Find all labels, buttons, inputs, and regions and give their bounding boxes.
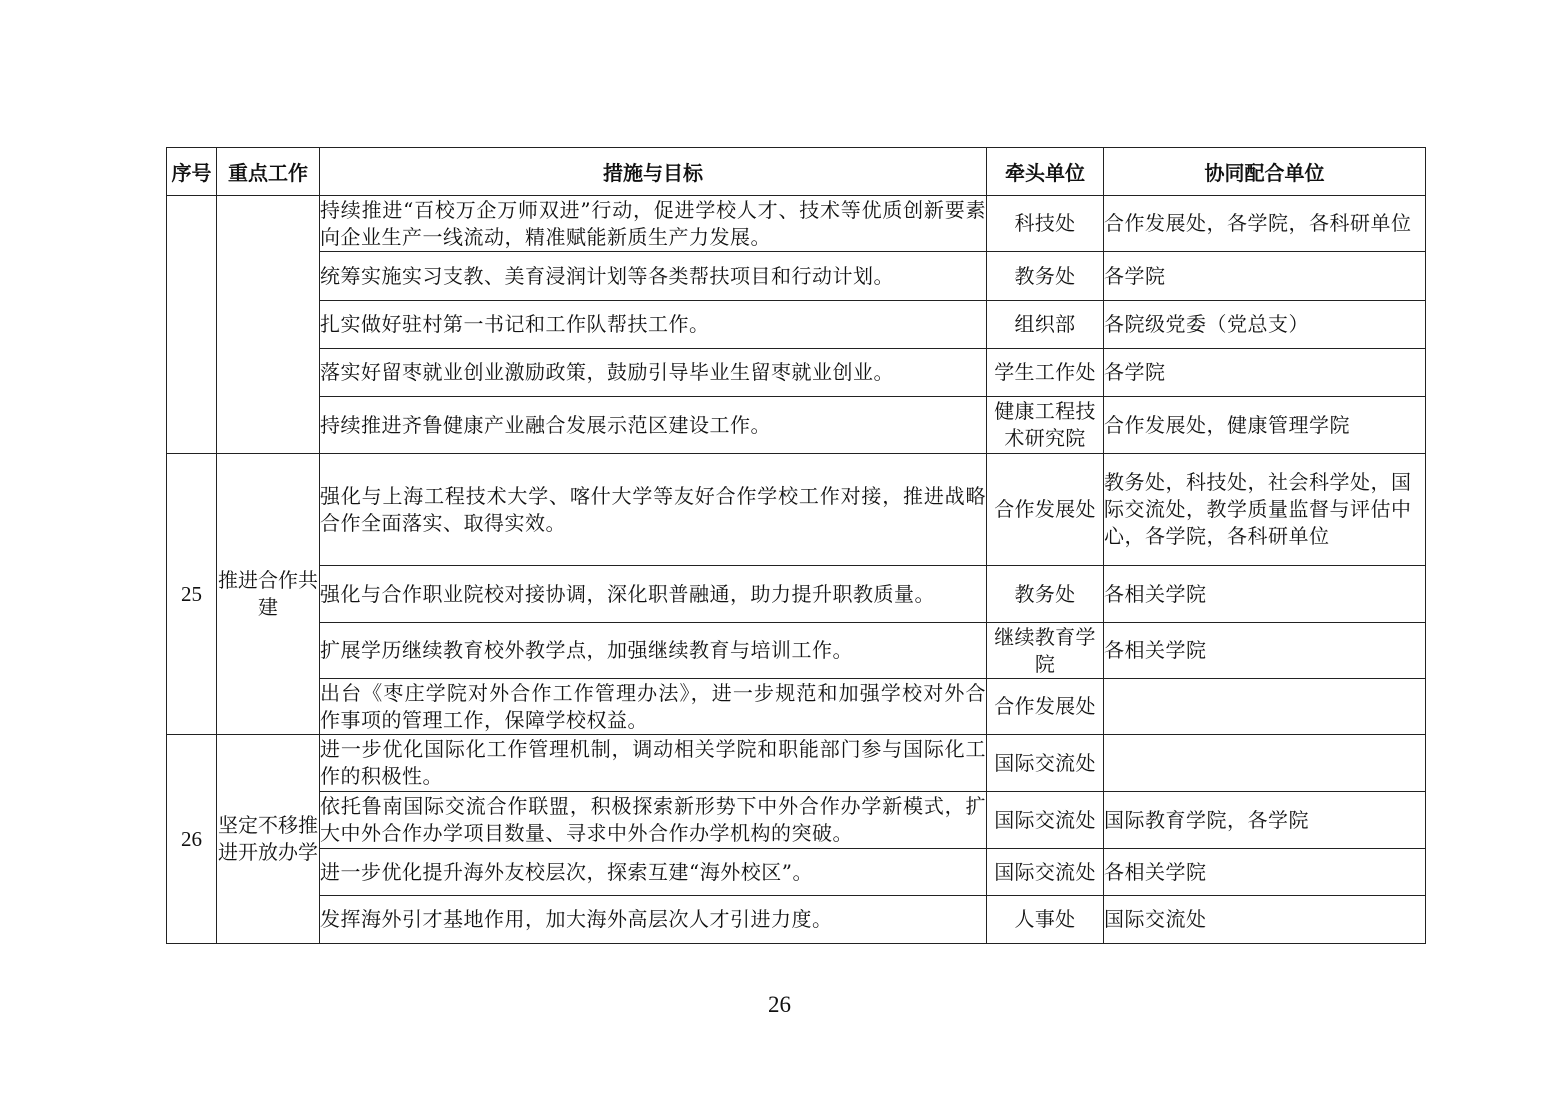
table-row [167,454,1426,566]
lead-unit-cell: 国际交流处 [987,735,1104,792]
measure-cell: 强化与上海工程技术大学、喀什大学等友好合作学校工作对接，推进战略合作全面落实、取得实效。 [320,454,987,566]
work-plan-table [166,147,1426,944]
measure-cell: 依托鲁南国际交流合作联盟，积极探索新形势下中外合作办学新模式，扩大中外合作办学项目数量、寻求中外合作办学机构的突破。 [320,792,987,849]
table-row [167,349,1426,397]
partner-units-cell: 国际教育学院，各学院 [1104,792,1426,849]
header-lead-unit: 牵头单位 [987,148,1104,196]
header-measures-goals: 措施与目标 [320,148,987,196]
partner-units-cell: 各相关学院 [1104,849,1426,896]
measure-cell: 统筹实施实习支教、美育浸润计划等各类帮扶项目和行动计划。 [320,252,987,301]
key-task-cell: 坚定不移推进开放办学 [217,735,320,944]
lead-unit-cell: 学生工作处 [987,349,1104,397]
seq-number: 26 [181,826,202,851]
partner-units-cell: 国际交流处 [1104,896,1426,944]
lead-unit-cell: 合作发展处 [987,454,1104,566]
partner-units-cell [1104,735,1426,792]
table-row [167,301,1426,349]
partner-units-cell: 合作发展处，各学院，各科研单位 [1104,196,1426,252]
measure-cell: 持续推进齐鲁健康产业融合发展示范区建设工作。 [320,397,987,454]
table-row [167,623,1426,679]
seq-cell [167,454,217,735]
lead-unit-cell: 继续教育学院 [987,623,1104,679]
measure-cell: 持续推进“百校万企万师双进”行动，促进学校人才、技术等优质创新要素向企业生产一线流动，精准赋能新质生产力发展。 [320,196,987,252]
measure-cell: 落实好留枣就业创业激励政策，鼓励引导毕业生留枣就业创业。 [320,349,987,397]
seq-cell-continued [167,196,217,454]
measure-cell: 出台《枣庄学院对外合作工作管理办法》，进一步规范和加强学校对外合作事项的管理工作，保障学校权益。 [320,679,987,735]
header-partner-units: 协同配合单位 [1104,148,1426,196]
measure-cell: 扩展学历继续教育校外教学点，加强继续教育与培训工作。 [320,623,987,679]
lead-unit-cell: 教务处 [987,252,1104,301]
partner-units-cell [1104,679,1426,735]
partner-units-cell: 教务处，科技处，社会科学处，国际交流处，教学质量监督与评估中心，各学院，各科研单位 [1104,454,1426,566]
table-row [167,397,1426,454]
table-row [167,849,1426,896]
lead-unit-cell: 合作发展处 [987,679,1104,735]
measure-cell: 强化与合作职业院校对接协调，深化职普融通，助力提升职教质量。 [320,566,987,623]
partner-units-cell: 各相关学院 [1104,566,1426,623]
table-row [167,735,1426,792]
table-row [167,196,1426,252]
table-header-row [167,148,1426,196]
lead-unit-cell: 科技处 [987,196,1104,252]
seq-cell [167,735,217,944]
table-row [167,792,1426,849]
table-row [167,252,1426,301]
lead-unit-cell: 国际交流处 [987,849,1104,896]
table-row [167,896,1426,944]
lead-unit-cell: 教务处 [987,566,1104,623]
lead-unit-cell: 人事处 [987,896,1104,944]
key-task-cell: 推进合作共建 [217,454,320,735]
header-seq: 序号 [167,148,217,196]
seq-number: 25 [181,581,202,606]
lead-unit-cell: 健康工程技术研究院 [987,397,1104,454]
table-row [167,679,1426,735]
header-key-task: 重点工作 [217,148,320,196]
table-row [167,566,1426,623]
partner-units-cell: 各院级党委（党总支） [1104,301,1426,349]
partner-units-cell: 各学院 [1104,252,1426,301]
measure-cell: 发挥海外引才基地作用，加大海外高层次人才引进力度。 [320,896,987,944]
lead-unit-cell: 国际交流处 [987,792,1104,849]
partner-units-cell: 各相关学院 [1104,623,1426,679]
partner-units-cell: 合作发展处，健康管理学院 [1104,397,1426,454]
partner-units-cell: 各学院 [1104,349,1426,397]
measure-cell: 进一步优化提升海外友校层次，探索互建“海外校区”。 [320,849,987,896]
measure-cell: 扎实做好驻村第一书记和工作队帮扶工作。 [320,301,987,349]
page-number: 26 [768,992,791,1017]
task-cell-continued [217,196,320,454]
measure-cell: 进一步优化国际化工作管理机制，调动相关学院和职能部门参与国际化工作的积极性。 [320,735,987,792]
lead-unit-cell: 组织部 [987,301,1104,349]
